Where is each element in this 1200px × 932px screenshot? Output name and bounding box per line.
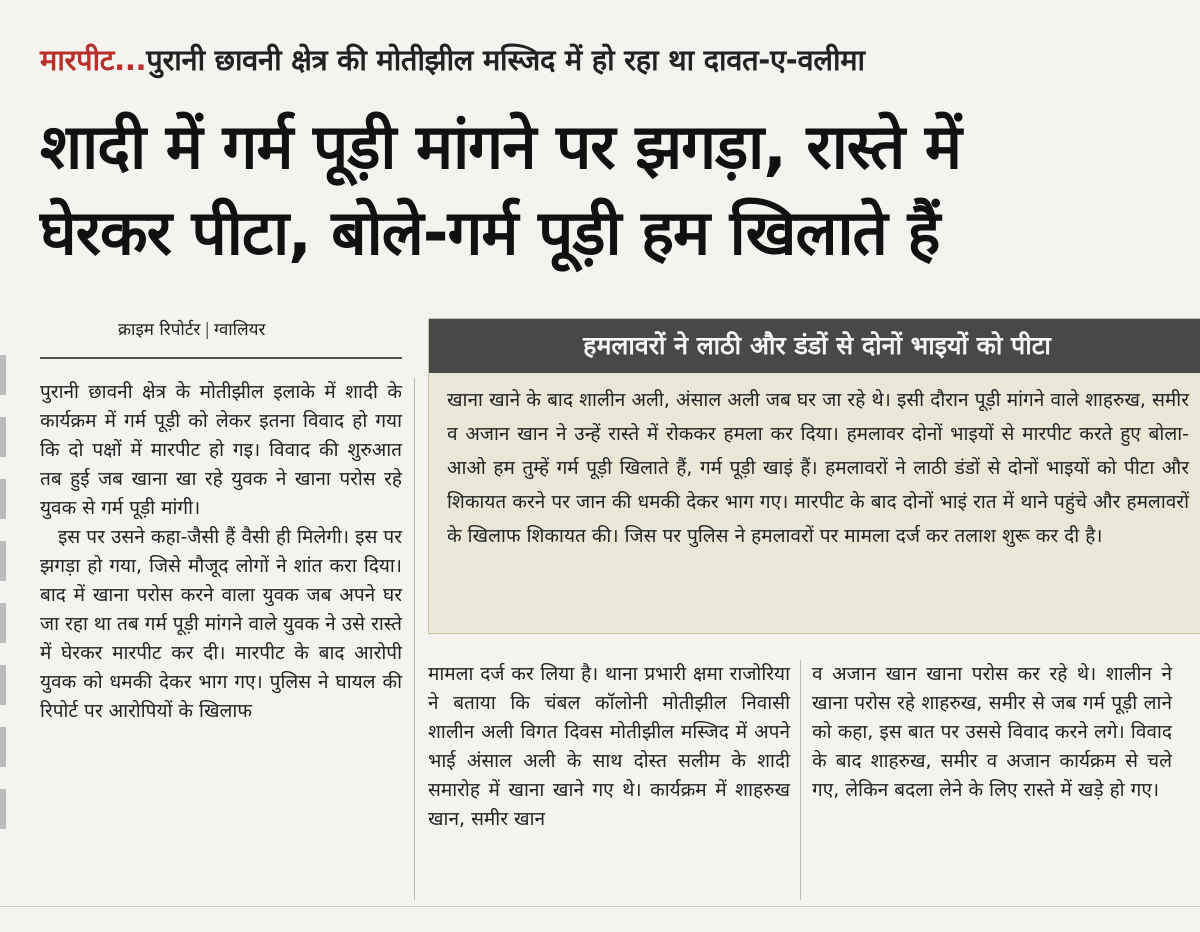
paragraph: मामला दर्ज कर लिया है। थाना प्रभारी क्षमा राजोरिया ने बताया कि चंबल कॉलोनी मोतीझील निवासी शालीन अली विगत दिवस मोतीझील मस्जिद में अपने भाई अंसाल अली के साथ दोस्त सलीम के शादी समारोह में खाना खाने गए थे। कार्यक्रम में शाहरुख खान, समीर खान — [428, 663, 790, 830]
kicker — [40, 40, 1180, 79]
byline-author: क्राइम रिपोर्टर — [118, 320, 201, 340]
byline — [118, 317, 265, 340]
byline-separator: | — [204, 320, 211, 340]
headline-line-2: घेरकर पीटा, बोले-गर्म पूड़ी हम खिलाते हैं — [40, 196, 940, 269]
column-divider — [800, 660, 801, 900]
headline-line-1: शादी में गर्म पूड़ी मांगने पर झगड़ा, रास्ते में — [40, 110, 961, 183]
highlight-box-text: खाना खाने के बाद शालीन अली, अंसाल अली जब घर जा रहे थे। इसी दौरान पूड़ी मांगने वाले शाहरुख, समीर व अजान खान ने उन्हें रास्ते में रोककर हमला कर दिया। हमलावर दोनों भाइयों से मारपीट करते हुए बोला-आओ हम तुम्हें गर्म पूड़ी खिलाते हैं, गर्म पूड़ी खाइं हैं। हमलावरों ने लाठी डंडों से दोनों भाइयों को पीटा और शिकायत करने पर जान की धमकी देकर भाग गए। मारपीट के बाद दोनों भाइं रात में थाने पहुंचे और हमलावरों के खिलाफ शिकायत की। जिस पर पुलिस ने हमलावरों पर मामला दर्ज कर तलाश शुरू कर दी है। — [447, 389, 1189, 547]
paragraph: व अजान खान खाना परोस कर रहे थे। शालीन ने खाना परोस रहे शाहरुख, समीर से जब गर्म पूड़ी लाने को कहा, इस बात पर उससे विवाद करने लगे। विवाद के बाद शाहरुख, समीर व अजान कार्यक्रम से चले गए, लेकिन बदला लेने के लिए रास्ते में खड़े हो गए। — [812, 663, 1172, 801]
paragraph: इस पर उसने कहा-जैसी हैं वैसी ही मिलेगी। इस पर झगड़ा हो गया, जिसे मौजूद लोगों ने शांत करा दिया। बाद में खाना परोस करने वाला युवक जब अपने घर जा रहा था तब गर्म पूड़ी मांगने वाले युवक ने उसे रास्ते में घेरकर मारपीट कर दी। मारपीट के बाद आरोपी युवक को धमकी देकर भाग गए। पुलिस ने घायल की रिपोर्ट पर आरोपियों के खिलाफ — [40, 526, 402, 722]
article-column-1 — [40, 378, 402, 898]
highlight-box — [428, 318, 1200, 634]
adjacent-article-edge — [0, 355, 12, 875]
article-column-3 — [812, 660, 1172, 900]
headline — [40, 104, 1180, 276]
next-article-edge — [0, 906, 1200, 932]
article-column-2 — [428, 660, 790, 900]
kicker-text: पुरानी छावनी क्षेत्र की मोतीझील मस्जिद में हो रहा था दावत-ए-वलीमा — [146, 43, 865, 77]
kicker-label: मारपीट... — [40, 43, 147, 77]
paragraph: पुरानी छावनी क्षेत्र के मोतीझील इलाके में शादी के कार्यक्रम में गर्म पूड़ी को लेकर इतना विवाद हो गया कि दो पक्षों में मारपीट हो गइ। विवाद की शुरुआत तब हुई जब खाना खा रहे युवक ने खाना परोस रहे युवक से गर्म पूड़ी मांगी। — [40, 381, 402, 519]
highlight-box-title: हमलावरों ने लाठी और डंडों से दोनों भाइयों को पीटा — [429, 319, 1200, 373]
byline-city: ग्वालियर — [214, 320, 266, 340]
column-divider — [414, 378, 415, 900]
byline-rule — [40, 357, 402, 359]
